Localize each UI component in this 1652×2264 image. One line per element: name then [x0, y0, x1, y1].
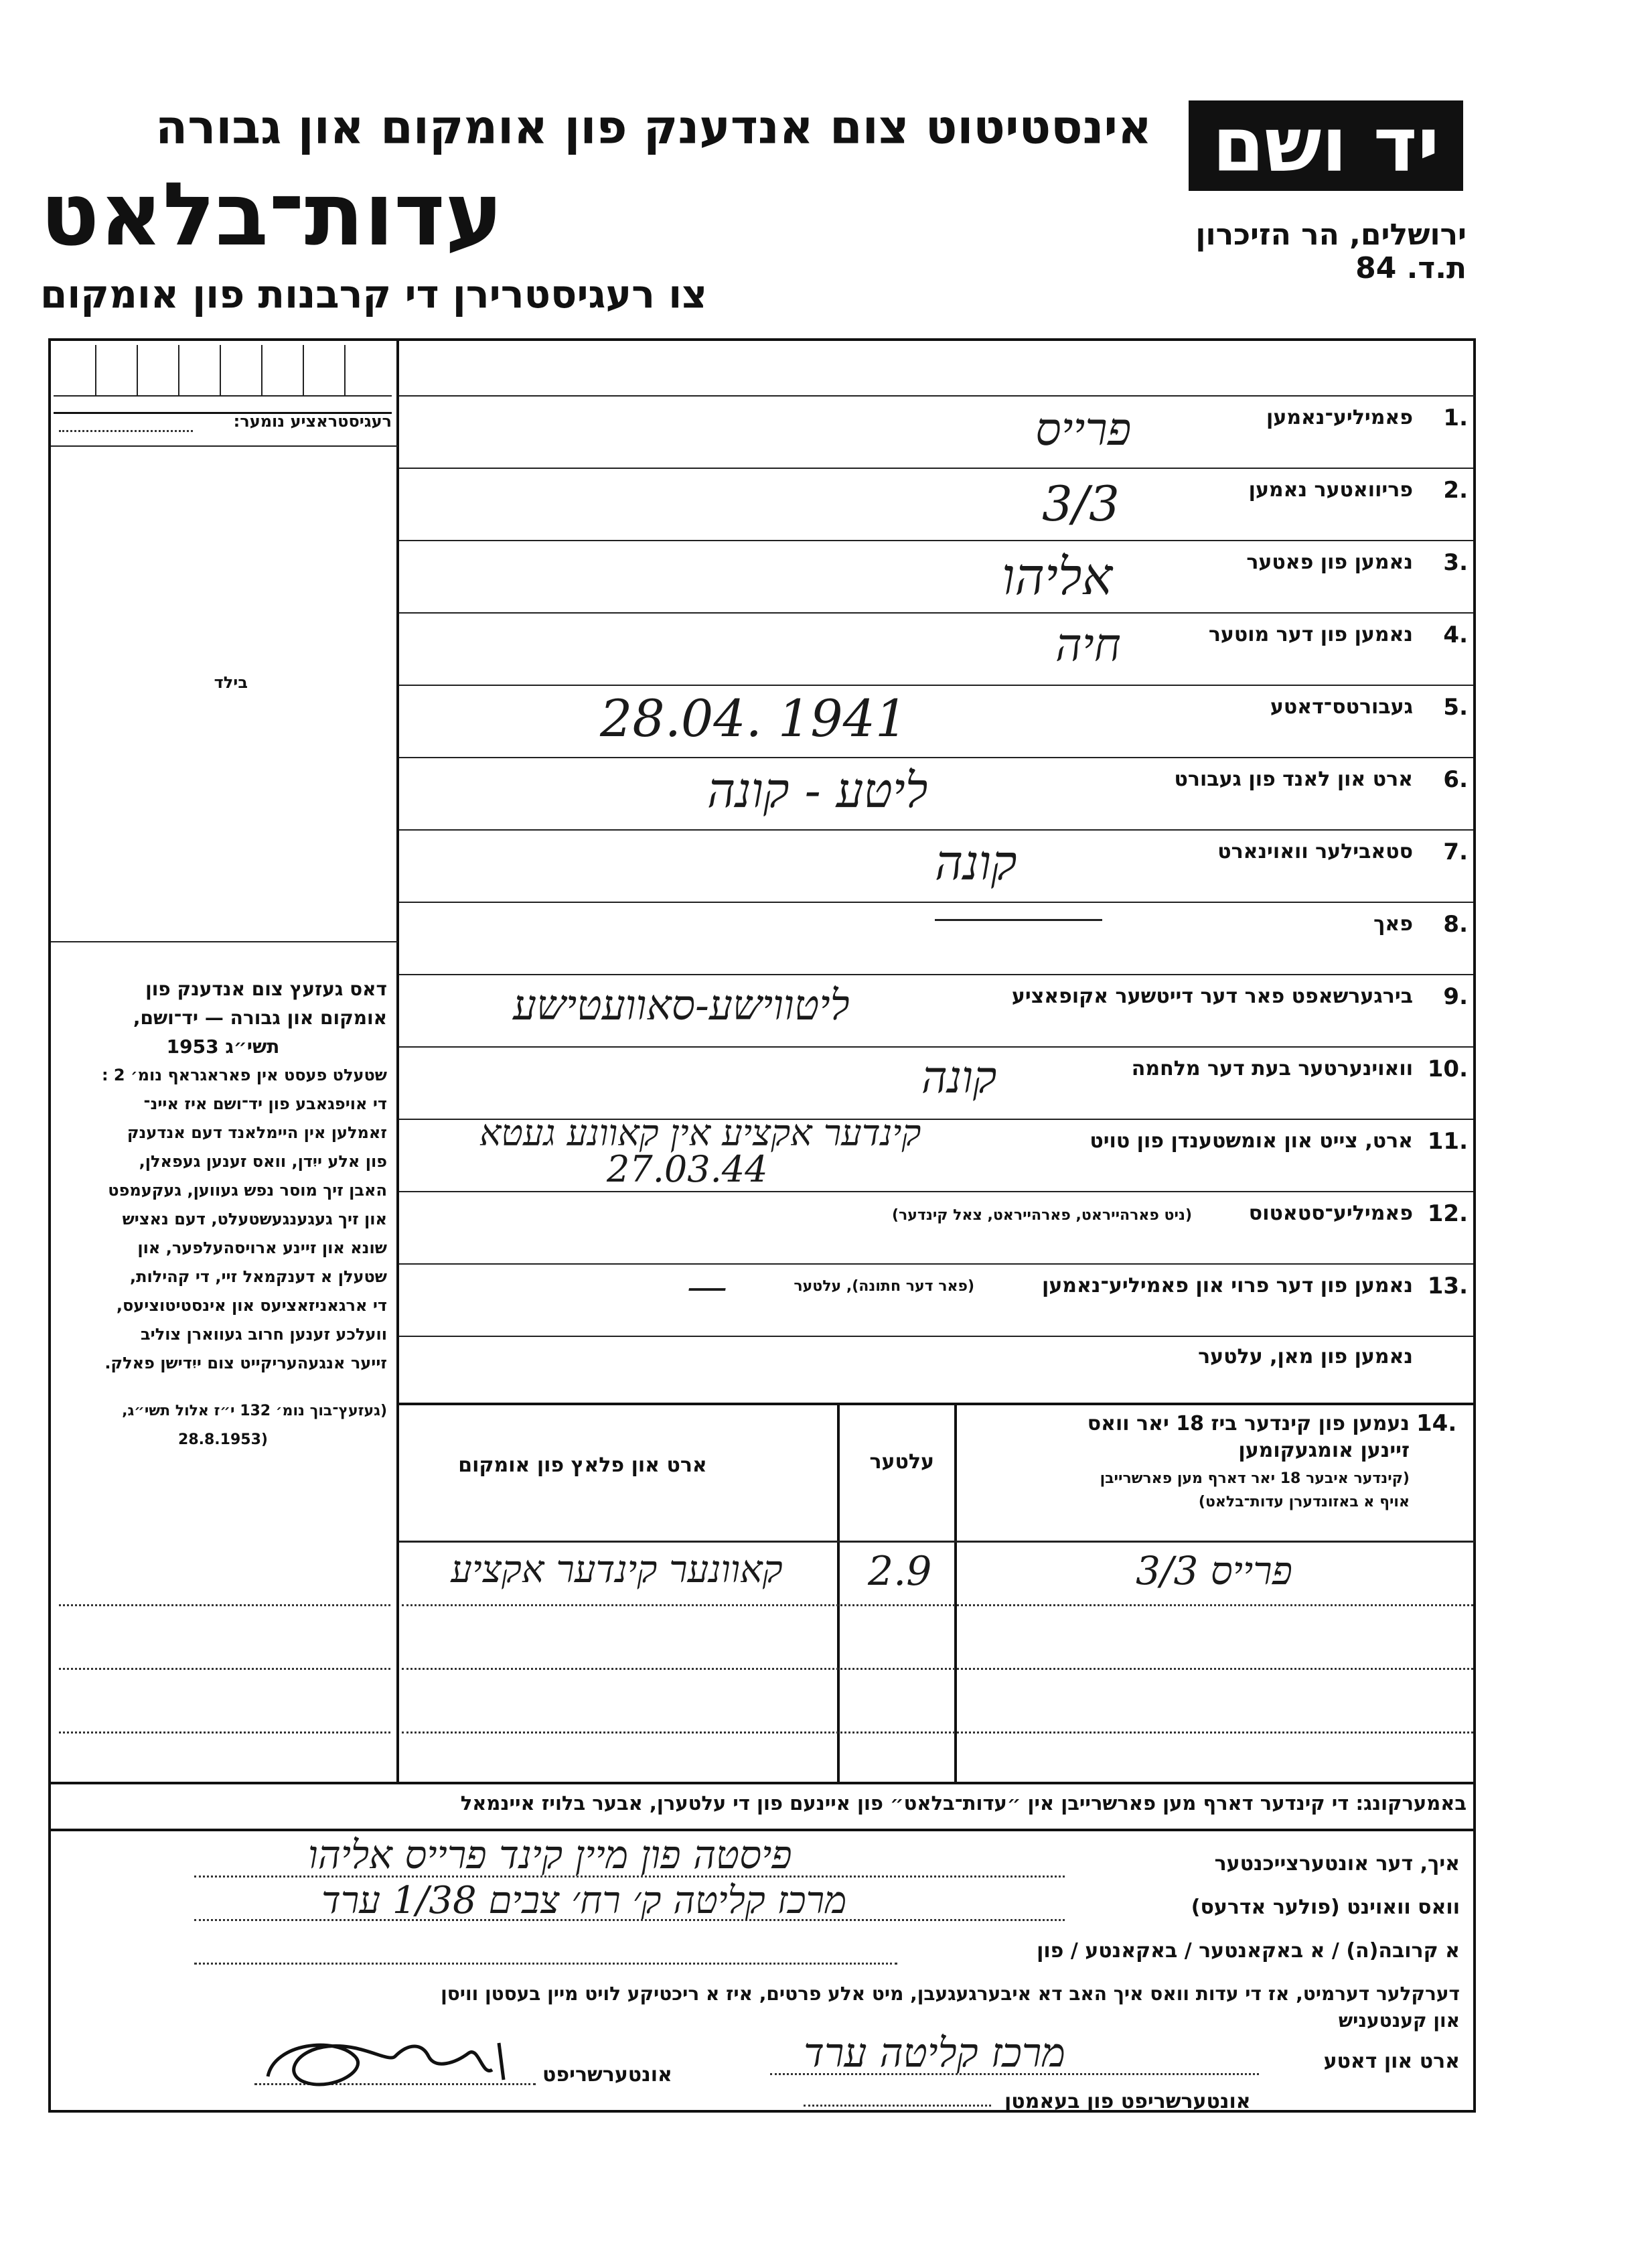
- page-subtitle: צו רעגיסטרירן די קרבנות פון אומקום: [40, 271, 707, 317]
- children-number: 14.: [1416, 1410, 1457, 1437]
- field-number: 2.: [1443, 477, 1468, 504]
- field-label: סטאבילער וואוינארט: [1217, 840, 1413, 863]
- field-number: 4.: [1443, 622, 1468, 648]
- law-line: שטעלן א דענקמאל זיי, די קהילות,: [129, 1267, 387, 1286]
- photo-label: בילד: [214, 673, 248, 692]
- remark-top-rule: [48, 1782, 1476, 1784]
- field-value[interactable]: קונה: [921, 1052, 997, 1103]
- declaration-text: דערקלער דערמיט, אז די עדות וואס איך האב דא איבערגעגעבן, מיט אלע פרטים, איז א ריכטיקע לויט מיין בעסטן וויסן: [441, 1983, 1460, 2005]
- children-label: זיינען אומגעקומען: [1238, 1439, 1410, 1462]
- registration-separator: [51, 445, 398, 447]
- field-number: 6.: [1443, 766, 1468, 793]
- law-line: דאס געזעץ צום אנדענק פון: [145, 978, 387, 1000]
- col-place-header: ארט און פלאץ פון אומקום: [458, 1454, 707, 1477]
- col-age-header: עלטער: [869, 1450, 934, 1474]
- field-label: ארט, צייט און אומשטענדן פון טויט: [1090, 1129, 1413, 1153]
- table-dotted-line: [402, 1731, 1473, 1734]
- law-line: תשי״ג 1953: [166, 1036, 280, 1058]
- logo-box: [1189, 100, 1463, 191]
- field-number: 1.: [1443, 405, 1468, 431]
- field-value[interactable]: ליטע - קונה: [707, 762, 928, 819]
- registration-digit-cells[interactable]: [54, 345, 392, 397]
- declaration-text: און קענטעניש: [1338, 2009, 1460, 2032]
- law-line: וועלכע זענען חרוב געווארן צוליב: [141, 1325, 387, 1344]
- field-row-7[interactable]: [399, 829, 1473, 903]
- field-number: 12.: [1427, 1200, 1468, 1227]
- law-line: די ארגאניזאציעס און אינסטיטוציעס,: [116, 1296, 387, 1315]
- field-label: פאמיליע־נאמען: [1266, 406, 1413, 429]
- law-line: פון אלע ייִדן, וואס זענען געפאלן,: [139, 1152, 387, 1171]
- field-row-3[interactable]: [399, 540, 1473, 614]
- field-label: וואוינערטער בעת דער מלחמה: [1131, 1057, 1413, 1080]
- field-label: פאך: [1373, 912, 1413, 936]
- declarant-value-2[interactable]: מרכז קליטה ק׳ רח׳ צבים 1/38 ערד: [321, 1879, 847, 1922]
- signature-label: אונטערשריפט: [542, 2063, 672, 2086]
- field-value-dash: [935, 919, 1102, 921]
- declarant-label-2: וואס וואוינט (פולער אדרעס): [1191, 1896, 1460, 1919]
- field-label: נאמען פון מאן, עלטער: [1198, 1345, 1413, 1368]
- table-dotted-line: [402, 1668, 1473, 1670]
- field-value[interactable]: 3/3: [1042, 476, 1120, 532]
- declarant-value-1[interactable]: פיסטה פון מיין קינד פרייס אליהו: [308, 1832, 792, 1878]
- field-note: (ניט פארהייראט, פארהייראט, צאל קינדער): [891, 1207, 1192, 1224]
- field-number: 3.: [1443, 549, 1468, 576]
- law-line: האבן זיך מוסר נפש געווען, געקעמפט: [108, 1181, 387, 1200]
- field-label: נאמען פון דער מוטער: [1208, 623, 1413, 646]
- field-note: (פאר דער חתונה), עלטער: [794, 1278, 974, 1295]
- frame-left: [48, 338, 51, 2113]
- field-label: פאמיליע־סטאטוס: [1248, 1202, 1413, 1225]
- field-row-12[interactable]: [399, 1191, 1473, 1265]
- frame-top: [48, 338, 1476, 341]
- official-signature-line[interactable]: [804, 2105, 991, 2107]
- children-label: נעמען פון קינדער ביז 18 יאר וואס: [1087, 1412, 1410, 1435]
- declarant-label-3: א קרובה(ה) / א באקאנטער / באקאנטע / פון: [1037, 1939, 1460, 1963]
- field-label: נאמען פון דער פרוי און פאמיליע־נאמען: [1042, 1274, 1413, 1297]
- law-reference: (געזעץ־בוך נומ׳ 132 י״ז אלול תשי״ג,: [122, 1403, 387, 1419]
- field-row-9[interactable]: [399, 974, 1473, 1048]
- field-row-1[interactable]: [399, 395, 1473, 469]
- field-label: געבורטס־דאטע: [1270, 695, 1413, 719]
- sidebar-dotted-line: [59, 1668, 390, 1670]
- field-value[interactable]: קינדער אקציע אין קאוונע געטא: [479, 1112, 921, 1154]
- law-line: און זיך געגענגעשטעלט, דעם נאציש: [122, 1210, 387, 1228]
- field-value[interactable]: ליטווישע-סאוועטישע: [513, 981, 850, 1030]
- frame-bottom: [48, 2110, 1476, 2113]
- photo-area[interactable]: [54, 449, 392, 941]
- logo-text: יד ושם: [1212, 102, 1440, 189]
- frame-right: [1473, 338, 1476, 2113]
- sidebar-dotted-line: [59, 1731, 390, 1734]
- children-note: אויף א באזונדערן עדות־בלאט): [1198, 1494, 1410, 1510]
- law-line: זאמלען אין היימלאנד דעם אנדענק: [127, 1123, 387, 1142]
- field-number: 10.: [1427, 1056, 1468, 1082]
- law-text: [59, 975, 387, 1454]
- registration-input-line[interactable]: [59, 430, 193, 432]
- signature-scribble-icon: [254, 2016, 536, 2097]
- field-value[interactable]: 28.04. 1941: [600, 689, 908, 748]
- field-row-5[interactable]: [399, 685, 1473, 758]
- table-dotted-line: [402, 1604, 1473, 1606]
- field-number: 13.: [1427, 1273, 1468, 1299]
- field-row-2[interactable]: [399, 468, 1473, 541]
- official-signature-label: אונטערשריפט פון בעאמטן: [1004, 2090, 1251, 2113]
- field-label: נאמען פון פאטער: [1246, 551, 1413, 574]
- remark-bottom-rule: [48, 1829, 1476, 1831]
- law-line: די אויפגאבע פון יד־ושם איז איינ־: [143, 1094, 387, 1113]
- child-age[interactable]: 2.9: [868, 1548, 932, 1595]
- law-date: (28.8.1953: [178, 1431, 268, 1448]
- law-line: אומקום און גבורה — יד־ושם,: [133, 1007, 387, 1029]
- field-value[interactable]: חיה: [1055, 619, 1121, 672]
- field-value[interactable]: אליהו: [1002, 547, 1113, 606]
- field-label: בירגערשאפט פאר דער דייטשער אקופאציע: [1011, 985, 1413, 1008]
- field-number: 8.: [1443, 911, 1468, 938]
- field-number: 5.: [1443, 694, 1468, 721]
- field-row-4[interactable]: [399, 612, 1473, 686]
- remark-text: באמערקונג: די קינדער דארף מען פארשרייבן אין ״עדות־בלאט״ פון איינעם פון די עלטערן, אבער בלויז איינמאל: [460, 1792, 1467, 1815]
- address-line-2: ת.ד. 84: [1355, 251, 1467, 285]
- declarant-label-1: איך, דער אונטערצייכנטער: [1214, 1852, 1460, 1876]
- child-place[interactable]: קאוונער קינדער אקציע: [451, 1548, 783, 1591]
- field-value[interactable]: פרייס: [1035, 403, 1132, 456]
- registration-label: רעגיסטראציע נומער:: [233, 412, 392, 431]
- page-title: עדות־בלאט: [40, 163, 504, 265]
- field-label: ארט און לאנד פון געבורט: [1174, 768, 1413, 791]
- field-row-11[interactable]: [399, 1112, 1473, 1192]
- field-row-10[interactable]: [399, 1046, 1473, 1120]
- photo-bottom-line: [51, 941, 398, 942]
- death-date-value[interactable]: 27.03.44: [607, 1148, 768, 1190]
- field-value[interactable]: קונה: [935, 835, 1017, 891]
- law-line: זייער אנגעהעריקייט צום ייִדישן פאלק.: [104, 1354, 387, 1372]
- field-label: פריוואטער נאמען: [1248, 478, 1413, 502]
- field-row-13[interactable]: [399, 1263, 1473, 1337]
- table-row[interactable]: [399, 1543, 1473, 1606]
- signature-drawing[interactable]: [254, 2016, 536, 2097]
- child-name[interactable]: פרייס 3/3: [1136, 1548, 1293, 1594]
- law-line: שונא און זיינע ארויסהעלפער, און: [137, 1239, 387, 1257]
- field-value[interactable]: —: [687, 1263, 727, 1310]
- place-date-label: ארט און דאטע: [1323, 2050, 1460, 2073]
- law-line: שטעלט פעסט אין פאראגראף נומ׳ 2 :: [101, 1066, 387, 1084]
- field-row-8[interactable]: [399, 902, 1473, 975]
- sidebar-dotted-line: [59, 1604, 390, 1606]
- field-row-husband[interactable]: [399, 1336, 1473, 1405]
- field-row-6[interactable]: [399, 757, 1473, 831]
- field-number: 7.: [1443, 839, 1468, 865]
- declarant-line-3[interactable]: [194, 1963, 897, 1965]
- children-note: (קינדער איבער 18 יאר דארף מען פארשרייבן: [1100, 1470, 1410, 1487]
- place-date-value[interactable]: מרכז קליטה ערד: [804, 2030, 1065, 2076]
- institute-title: אינסטיטוט צום אנדענק פון אומקום און גבורה: [155, 100, 1152, 155]
- field-number: 11.: [1427, 1128, 1468, 1155]
- registration-box: [54, 345, 392, 414]
- field-number: 9.: [1443, 983, 1468, 1010]
- address-line-1: ירושלים, הר הזיכרון: [1195, 218, 1467, 252]
